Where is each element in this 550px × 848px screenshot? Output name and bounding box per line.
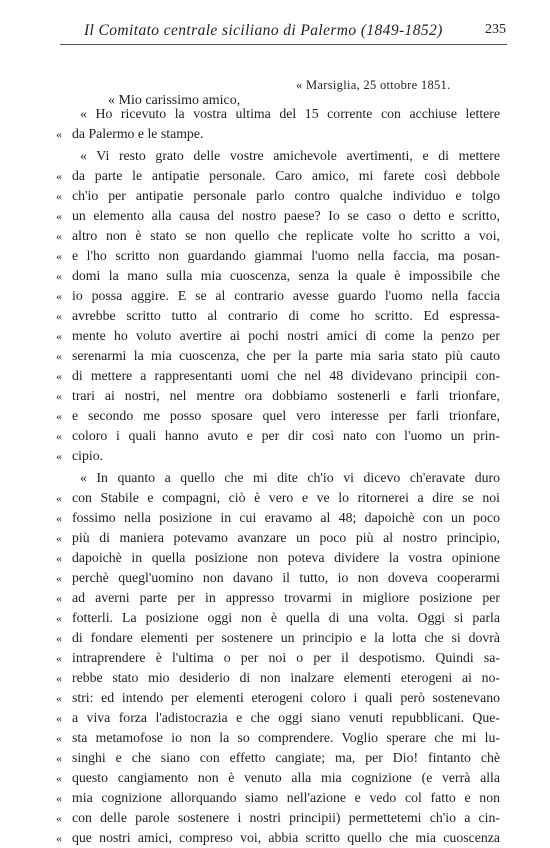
text-line xyxy=(0,366,550,386)
letter-dateline: « Marsiglia, 25 ottobre 1851. xyxy=(296,78,451,92)
text-line xyxy=(0,146,550,166)
line-text: « In quanto a quello che mi dite ch'io vi dicevo ch'eravate duro xyxy=(80,470,500,485)
line-text: stri: ed intendo per elementi eterogeni coloro i quali però sostenevano xyxy=(72,690,500,705)
quote-mark: « xyxy=(56,811,62,825)
line-text: dapoichè in quella posizione non poteva dividere la vostra opinione xyxy=(72,550,500,565)
line-text: questo cangiamento non è venuto alla mia cognizione (e verrà alla xyxy=(72,770,500,785)
text-line xyxy=(0,266,550,286)
quote-mark: « xyxy=(56,249,62,263)
line-text: da Palermo e le stampe. xyxy=(72,126,204,141)
quote-mark: « xyxy=(56,127,62,141)
line-text: que nostri amici, compreso voi, abbia scritto quello che mia cuoscenza xyxy=(72,830,500,845)
line-text: mia cognizione allorquando siamo nell'azione e vedo col fatto e non xyxy=(72,790,500,805)
line-text: serenarmi la mia cuoscenza, che per la parte mia saria stato più cauto xyxy=(72,348,500,363)
text-line xyxy=(0,226,550,246)
line-text: ch'io per antipatie personale parlo contro qualche individuo e tolgo xyxy=(72,188,500,203)
line-text: un elemento alla causa del nostro paese? Io se caso o detto e scritto, xyxy=(72,208,500,223)
quote-mark: « xyxy=(56,349,62,363)
text-line xyxy=(0,628,550,648)
line-text: da parte le antipatie personale. Caro amico, mi farete così debbole xyxy=(72,168,500,183)
text-line xyxy=(0,488,550,508)
quote-mark: « xyxy=(56,751,62,765)
text-line xyxy=(0,104,550,124)
quote-mark: « xyxy=(56,731,62,745)
text-line xyxy=(0,246,550,266)
text-line xyxy=(0,668,550,688)
quote-mark: « xyxy=(56,771,62,785)
quote-mark: « xyxy=(56,369,62,383)
quote-mark: « xyxy=(56,169,62,183)
text-line xyxy=(0,386,550,406)
quote-mark: « xyxy=(56,229,62,243)
running-title: Il Comitato centrale siciliano di Palermo (1849-1852) xyxy=(84,22,443,39)
line-text: più di maniera potevamo avanzare un poco più al nostro principio, xyxy=(72,530,500,545)
line-text: intraprendere è l'ultima o per noi o per il despotismo. Quindi sa- xyxy=(72,650,500,665)
text-line xyxy=(0,468,550,488)
quote-mark: « xyxy=(56,551,62,565)
quote-mark: « xyxy=(56,591,62,605)
line-text: avrebbe scritto tutto al contrario di come ho scritto. Ed espressa- xyxy=(72,308,500,323)
text-line xyxy=(0,648,550,668)
line-text: con Stabile e compagni, ciò è vero e ve lo ritornerei a dire se noi xyxy=(72,490,500,505)
line-text: cipio. xyxy=(72,448,104,463)
text-line xyxy=(0,508,550,528)
line-text: altro non è stato se non quello che replicate volte ho scritto a voi, xyxy=(72,228,500,243)
line-text: mente ho voluto avertire ai pochi nostri amici di come la penzo per xyxy=(72,328,500,343)
line-text: fossimo nella posizione in cui eravamo al 48; dapoichè con un poco xyxy=(72,510,500,525)
quote-mark: « xyxy=(56,511,62,525)
text-line xyxy=(0,808,550,828)
quote-mark: « xyxy=(56,389,62,403)
line-text: singhi e che siano con effetto cangiate; ma, per Dio! fintanto chè xyxy=(72,750,500,765)
text-line xyxy=(0,286,550,306)
line-text: fotterli. La posizione oggi non è quella di una volta. Oggi si parla xyxy=(72,610,500,625)
line-text: trari ai nostri, nel mentre ora dobbiamo sostenerli e farli trionfare, xyxy=(72,388,500,403)
quote-mark: « xyxy=(56,631,62,645)
text-line xyxy=(0,788,550,808)
line-text: « Vi resto grato delle vostre amichevole avertimenti, e di mettere xyxy=(80,148,500,163)
text-line xyxy=(0,528,550,548)
line-text: io possa aggire. E se al contrario avesse guardo l'uomo nella faccia xyxy=(72,288,500,303)
quote-mark: « xyxy=(56,531,62,545)
text-line xyxy=(0,346,550,366)
text-line xyxy=(0,426,550,446)
quote-mark: « xyxy=(56,491,62,505)
line-text: con delle parole sostenere i nostri principii) permettetemi ch'io a cin- xyxy=(72,810,500,825)
quote-mark: « xyxy=(56,651,62,665)
text-line xyxy=(0,708,550,728)
text-line xyxy=(0,326,550,346)
line-text: sta metamofose io non la so comprendere. Voglio sperare che mi lu- xyxy=(72,730,500,745)
quote-mark: « xyxy=(56,831,62,845)
text-line xyxy=(0,748,550,768)
quote-mark: « xyxy=(56,429,62,443)
quote-mark: « xyxy=(56,611,62,625)
quote-mark: « xyxy=(56,209,62,223)
quote-mark: « xyxy=(56,329,62,343)
line-text: rebbe stato mio desiderio di non inalzare elementi eterogeni ai no- xyxy=(72,670,500,685)
quote-mark: « xyxy=(56,691,62,705)
line-text: ad averni parte per in appresso trovarmi in migliore posizione per xyxy=(72,590,500,605)
line-text: a viva forza l'adistocrazia e che oggi siano venuti repubblicani. Que- xyxy=(72,710,500,725)
text-line xyxy=(0,568,550,588)
line-text: e l'ho scritto non guardando giammai l'uomo nella faccia, ma posan- xyxy=(72,248,500,263)
quote-mark: « xyxy=(56,269,62,283)
line-text: di mettere a rappresentanti uomi che nel 48 dividevano principii con- xyxy=(72,368,500,383)
text-line xyxy=(0,768,550,788)
line-text: e secondo me posso sposare quel vero interesse per farli trionfare, xyxy=(72,408,500,423)
quote-mark: « xyxy=(56,571,62,585)
text-line xyxy=(0,306,550,326)
quote-mark: « xyxy=(56,791,62,805)
line-text: « Ho ricevuto la vostra ultima del 15 corrente con acchiuse lettere xyxy=(80,106,500,121)
quote-mark: « xyxy=(56,289,62,303)
text-line xyxy=(0,588,550,608)
text-line xyxy=(0,548,550,568)
text-line xyxy=(0,608,550,628)
line-text: coloro i quali hanno avuto e per dir così nato con l'uomo un prin- xyxy=(72,428,500,443)
text-line xyxy=(0,406,550,426)
text-line xyxy=(0,728,550,748)
text-line xyxy=(0,828,550,848)
text-line xyxy=(0,206,550,226)
quote-mark: « xyxy=(56,189,62,203)
text-line xyxy=(0,166,550,186)
line-text: domi la mano sulla mia cuoscenza, senza la quale è impossibile che xyxy=(72,268,500,283)
letter-salutation: « Mio carissimo amico, xyxy=(108,93,241,108)
text-line xyxy=(0,124,550,144)
quote-mark: « xyxy=(56,449,62,463)
quote-mark: « xyxy=(56,671,62,685)
page-number: 235 xyxy=(485,22,506,37)
line-text: di fondare elementi per sostenere un principio e la lotta che si dovrà xyxy=(72,630,500,645)
line-text: perchè quegl'uomino non davano il tutto, io non doveva cooperarmi xyxy=(72,570,500,585)
text-line xyxy=(0,186,550,206)
quote-mark: « xyxy=(56,409,62,423)
quote-mark: « xyxy=(56,711,62,725)
quote-mark: « xyxy=(56,309,62,323)
text-line xyxy=(0,446,550,466)
text-line xyxy=(0,688,550,708)
